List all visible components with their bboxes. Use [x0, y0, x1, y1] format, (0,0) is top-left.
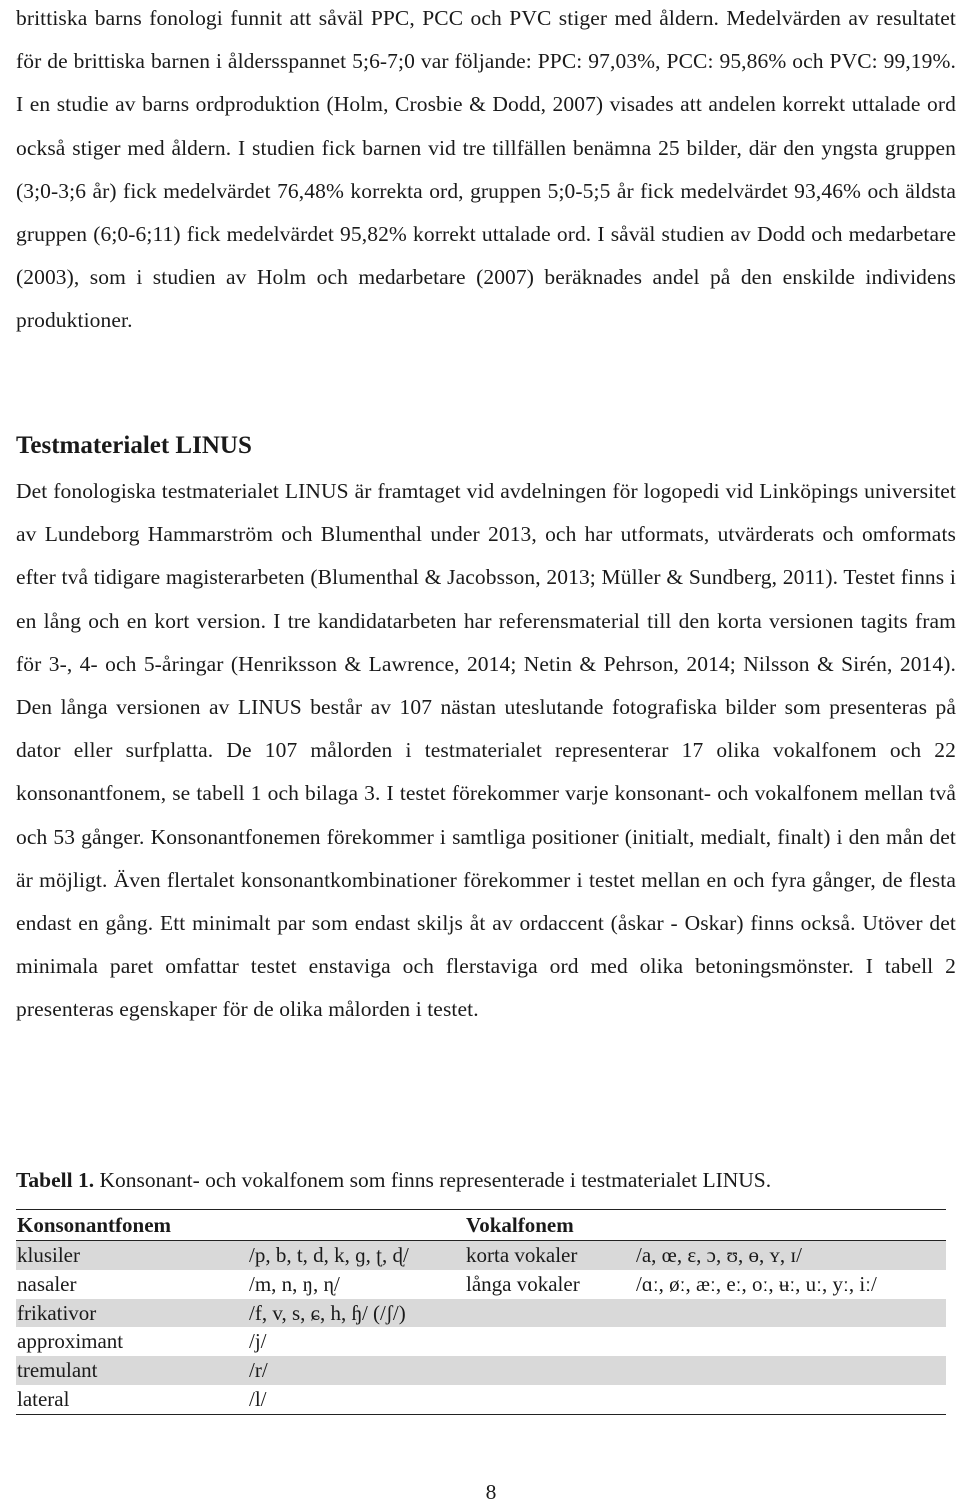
- table-cell: korta vokaler: [465, 1241, 635, 1270]
- table-caption-text: Konsonant- och vokalfonem som finns representerade i testmaterialet LINUS.: [94, 1168, 772, 1192]
- section-heading: Testmaterialet LINUS: [16, 432, 252, 459]
- table-cell: [635, 1356, 946, 1385]
- table-cell: långa vokaler: [466, 1271, 580, 1296]
- paragraph-top: brittiska barns fonologi funnit att såväl PPC, PCC och PVC stiger med åldern. Medelvärden av resultatet för de brittiska barnen i åldersspannet 5;6-7;0 var följande: PPC: 97,03%, PCC: 95,86% och PVC: 99,19%. I en studie av barns ordproduktion (Holm, Crosbie & Dodd, 2007) visades att andelen korrekt uttalade ord också stiger med åldern. I studien fick barnen vid tre tillfällen benämna 25 bilder, där den yngsta gruppen (3;0-3;6 år) fick medelvärdet 76,48% korrekta ord, gruppen 5;0-5;5 år fick medelvärdet 93,46% och äldsta gruppen (6;0-6;11) fick medelvärdet 95,82% korrekt uttalade ord. I såväl studien av Dodd och medarbetare (2003), som i studien av Holm och medarbetare (2007) beräknades andel på den enskilde individens produktioner.: [16, 6, 956, 333]
- table-cell: /l/: [249, 1386, 267, 1411]
- table-cell: [635, 1385, 946, 1414]
- table-cell: /m, n, ŋ, ɳ/: [249, 1271, 340, 1296]
- table-cell: [635, 1327, 946, 1356]
- table-cell: approximant: [17, 1329, 124, 1354]
- header-empty-2: [635, 1210, 946, 1241]
- table-cell: /a, œ, ɛ, ɔ, ʊ, ɵ, ʏ, ɪ/: [635, 1241, 946, 1270]
- table-row: [16, 1327, 946, 1356]
- table-cell: [465, 1299, 635, 1328]
- table-cell: /p, b, t, d, k, ɡ, ʈ, ɖ/: [248, 1241, 465, 1270]
- table-cell: /j/: [249, 1329, 267, 1354]
- table-cell: [465, 1327, 635, 1356]
- table-cell: [465, 1385, 635, 1414]
- table-caption: [16, 1164, 771, 1196]
- table-row: [16, 1385, 946, 1414]
- table-header-row: [16, 1210, 946, 1241]
- table-cell: /r/: [248, 1356, 465, 1385]
- header-konsonantfonem: Konsonantfonem: [16, 1210, 248, 1241]
- table-cell: frikativor: [16, 1299, 248, 1328]
- table-cell: /ɑː, øː, æː, eː, oː, ʉː, uː, yː, iː/: [636, 1271, 877, 1296]
- table-cell: [465, 1356, 635, 1385]
- paragraph-linus: Det fonologiska testmaterialet LINUS är framtaget vid avdelningen för logopedi vid Linköpings universitet av Lundeborg Hammarström och Blumenthal under 2013, och har utformats, utvärderats och omformats efter två tidigare magisterarbeten (Blumenthal & Jacobsson, 2013; Müller & Sundberg, 2011). Testet finns i en lång och en kort version. I tre kandidatarbeten har referensmaterial till den korta versionen tagits fram för 3-, 4- och 5-åringar (Henriksson & Lawrence, 2014; Netin & Pehrson, 2014; Nilsson & Sirén, 2014). Den långa versionen av LINUS består av 107 nästan uteslutande fotografiska bilder som presenteras på dator eller surfplatta. De 107 målorden i testmaterialet representerar 17 olika vokalfonem och 22 konsonantfonem, se tabell 1 och bilaga 3. I testet förekommer varje konsonant- och vokalfonem mellan två och 53 gånger. Konsonantfonemen förekommer i samtliga positioner (initialt, medialt, finalt) i den mån det är möjligt. Även flertalet konsonantkombinationer förekommer i testet mellan en och fyra gånger, de flesta endast en gång. Ett minimalt par som endast skiljs åt av ordaccent (åskar - Oskar) finns också. Utöver det minimala paret omfattar testet enstaviga och flerstaviga ord med olika betoningsmönster. I tabell 2 presenteras egenskaper för de olika målorden i testet.: [16, 479, 956, 1022]
- table-cell: tremulant: [16, 1356, 248, 1385]
- table-cell: lateral: [17, 1386, 70, 1411]
- table-cell: klusiler: [16, 1241, 248, 1270]
- table-cell: nasaler: [17, 1271, 77, 1296]
- table-row: [16, 1270, 946, 1299]
- table-caption-label: Tabell 1.: [16, 1168, 95, 1192]
- table-row: [16, 1241, 946, 1270]
- phoneme-table: [16, 1209, 946, 1415]
- table-row: [16, 1356, 946, 1385]
- table-cell: [635, 1299, 946, 1328]
- header-empty-1: [248, 1210, 465, 1241]
- table-row: [16, 1299, 946, 1328]
- header-vokalfonem: Vokalfonem: [465, 1210, 635, 1241]
- page-number: 8: [485, 1480, 497, 1504]
- table-cell: /f, v, s, ɕ, h, ɧ/ (/ʃ/): [248, 1299, 465, 1328]
